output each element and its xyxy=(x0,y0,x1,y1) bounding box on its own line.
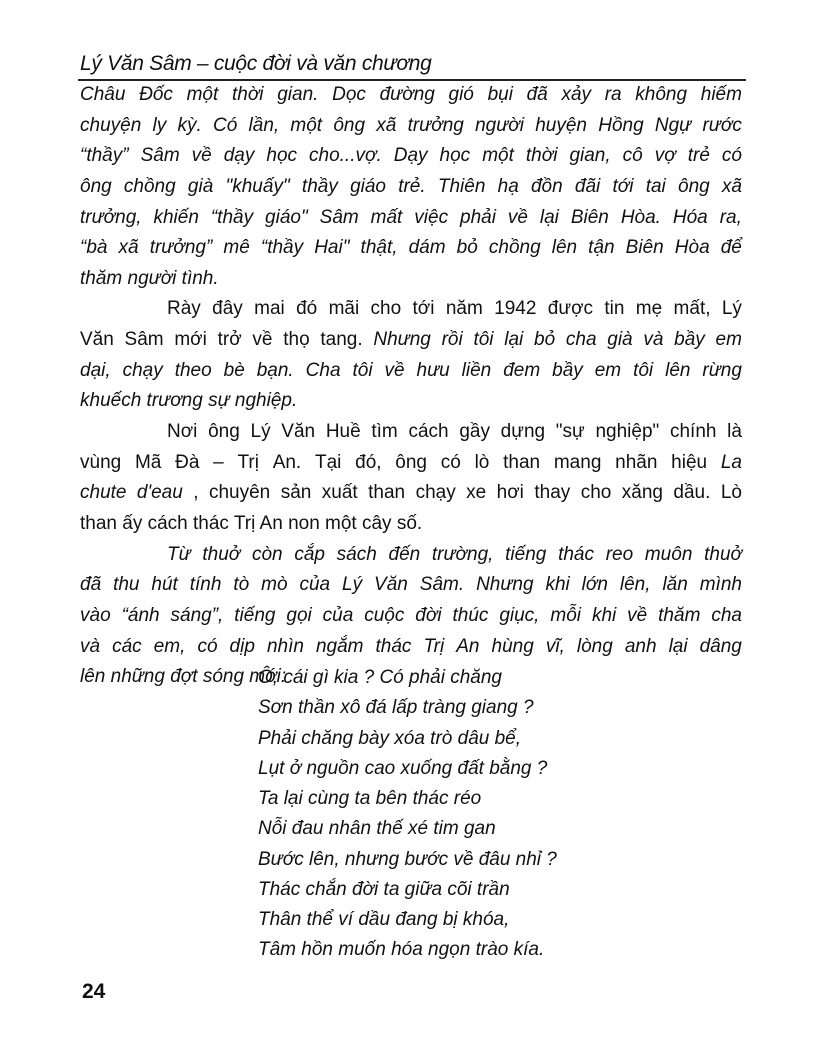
text-line xyxy=(80,264,742,295)
word: đời xyxy=(415,604,442,626)
text-line xyxy=(80,509,742,540)
word: “thầy xyxy=(210,206,254,228)
word: Lý xyxy=(721,298,742,320)
word: gầy xyxy=(459,421,490,443)
word: nhãn xyxy=(615,451,658,473)
poem-line: Ta lại cùng ta bên thác réo xyxy=(258,788,482,809)
text-line xyxy=(80,478,742,509)
word: gian, xyxy=(569,145,611,167)
word: đến xyxy=(388,543,421,565)
text: than ấy cách thác Trị An non một cây số. xyxy=(80,512,423,534)
word: thời xyxy=(231,84,264,105)
text-line xyxy=(80,632,742,663)
word: việc xyxy=(414,206,449,228)
word: thúc xyxy=(452,604,489,626)
word: em xyxy=(594,359,622,381)
word: của xyxy=(322,604,354,626)
word: cha xyxy=(711,604,742,626)
word: Rày xyxy=(167,298,201,320)
word: cho...vợ. xyxy=(309,145,382,167)
word: Hòa. xyxy=(620,206,661,228)
word: Hòa xyxy=(674,237,710,259)
text-line xyxy=(80,294,742,325)
word: lại xyxy=(668,635,688,657)
word: Sâm xyxy=(140,145,180,167)
word: thăm xyxy=(658,604,701,626)
word: dâng xyxy=(699,635,742,657)
word: tang. xyxy=(320,329,363,351)
word: mất, xyxy=(673,298,711,320)
word: thác xyxy=(558,543,594,565)
word: Cha xyxy=(305,359,341,381)
word: gọi xyxy=(286,604,312,626)
word: bè xyxy=(223,359,245,381)
word: hút xyxy=(151,574,178,596)
word: năm xyxy=(445,298,483,320)
word: về xyxy=(252,329,273,351)
word: khi xyxy=(591,604,617,626)
word: Nhưng xyxy=(373,329,431,351)
word: học xyxy=(439,145,471,167)
word: “thầy” xyxy=(80,145,129,167)
word: cho xyxy=(580,482,612,504)
word: và xyxy=(80,635,101,657)
word: dầu. xyxy=(673,482,711,504)
word: d'eau xyxy=(136,482,183,504)
word: chồng xyxy=(488,237,541,259)
word: than xyxy=(368,482,406,504)
word: và xyxy=(643,329,664,351)
word: tính xyxy=(189,574,222,596)
text-line xyxy=(80,233,742,264)
word: Mã xyxy=(134,451,162,473)
poem-line: Bước lên, nhưng bước về đâu nhỉ ? xyxy=(258,848,557,870)
body-text xyxy=(80,80,742,693)
word: tiếng xyxy=(234,604,276,626)
text-line xyxy=(80,356,742,387)
word: Dạy xyxy=(393,145,428,167)
word: trưởng, xyxy=(80,206,142,228)
word: thuở xyxy=(202,543,241,565)
word: chuyên xyxy=(208,482,271,504)
word: hiệu xyxy=(671,451,708,473)
word: vợ xyxy=(654,145,676,167)
word: một xyxy=(290,114,323,136)
word: Dọc xyxy=(332,84,366,105)
italic-text: lên những đợt sóng mới: xyxy=(80,666,287,688)
word: mãi xyxy=(328,298,360,320)
word: vào xyxy=(80,604,111,626)
word: đó, xyxy=(355,451,382,473)
word: đem xyxy=(503,359,541,381)
word: Huề xyxy=(325,421,361,443)
word: lăn xyxy=(662,574,688,596)
word: Nhưng xyxy=(476,574,534,596)
word: ra, xyxy=(719,206,742,228)
word: 1942 xyxy=(494,298,537,320)
poem-line: Lụt ở nguồn cao xuống đất bằng ? xyxy=(258,757,548,779)
word: kỳ. xyxy=(177,114,202,136)
word: xuất xyxy=(321,482,358,504)
poem-line: Ô, cái gì kia ? Có phải chăng xyxy=(258,667,502,688)
word: về xyxy=(384,359,405,381)
word: phải xyxy=(460,206,496,228)
word: Sâm xyxy=(319,206,359,228)
word: các xyxy=(112,635,142,657)
word: của xyxy=(299,574,331,596)
word: Đốc xyxy=(139,84,173,105)
word: tới xyxy=(612,175,634,197)
word: Thiên xyxy=(437,175,486,197)
word: Văn xyxy=(374,574,408,596)
word: dịp xyxy=(229,635,255,657)
word: Trị xyxy=(423,635,445,657)
word: trở xyxy=(217,329,242,351)
word: lên xyxy=(551,237,578,259)
page-number: 24 xyxy=(82,980,106,1003)
word: rước xyxy=(702,114,742,136)
word: không xyxy=(635,84,688,105)
text-line xyxy=(80,203,742,234)
poem-line: Thác chắn đời ta giữa cõi trần xyxy=(258,878,510,900)
word: giáo xyxy=(350,175,386,197)
word: lên, xyxy=(619,574,651,596)
word: Sâm. xyxy=(419,574,465,596)
word: “thầy xyxy=(260,237,304,259)
word: bỏ xyxy=(534,329,556,351)
word: được xyxy=(547,298,594,320)
word: lại xyxy=(504,329,524,351)
word: xã xyxy=(721,175,742,197)
word: xã xyxy=(118,237,139,259)
word: trẻ. xyxy=(398,175,426,197)
text-line xyxy=(80,111,742,142)
word: Văn xyxy=(281,421,316,443)
word: ông xyxy=(333,114,366,136)
poem xyxy=(258,663,557,966)
word: hưu xyxy=(416,359,450,381)
word: Hồng xyxy=(598,114,644,136)
word: lò xyxy=(474,451,490,473)
word: tai xyxy=(645,175,666,197)
italic-text: khuếch trương sự nghiệp. xyxy=(80,390,298,412)
word: Trị xyxy=(237,451,259,473)
text-line xyxy=(80,540,742,571)
word: chute xyxy=(80,482,127,504)
word: đó xyxy=(296,298,318,320)
word: cho xyxy=(370,298,402,320)
word: lần, xyxy=(248,114,280,136)
word: tìm xyxy=(371,421,398,443)
word: mê xyxy=(223,237,250,259)
word: tận xyxy=(588,237,615,259)
word: thác xyxy=(375,635,412,657)
word: cô xyxy=(622,145,643,167)
word: bụi xyxy=(487,84,513,105)
word: rồi xyxy=(441,329,463,351)
word: Nơi xyxy=(167,421,198,443)
word: về xyxy=(627,604,648,626)
word: xã xyxy=(376,114,397,136)
word: đây xyxy=(212,298,243,320)
word: ra xyxy=(604,84,622,105)
word: xăng xyxy=(621,482,663,504)
word: rừng xyxy=(702,359,742,381)
word: em xyxy=(715,329,742,351)
word: về xyxy=(191,145,212,167)
word: trưởng xyxy=(407,114,464,136)
poem-line: Phải chăng bày xóa trò dâu bể, xyxy=(258,727,522,749)
word: bầy xyxy=(674,329,705,351)
text-line xyxy=(80,448,742,479)
word: khi xyxy=(545,574,570,596)
word: Đà xyxy=(175,451,200,473)
word: mới xyxy=(174,329,207,351)
word: ông xyxy=(395,451,427,473)
word: thọ xyxy=(283,329,310,351)
word: muôn xyxy=(644,543,693,565)
poem-line: Sơn thần xô đá lấp tràng giang ? xyxy=(258,697,534,719)
word: bầy xyxy=(552,359,583,381)
word: Văn xyxy=(80,329,114,351)
word: anh xyxy=(624,635,657,657)
word: một xyxy=(482,145,514,167)
word: – xyxy=(213,451,224,473)
text-line xyxy=(80,172,742,203)
poem-line: Tâm hồn muốn hóa ngọn trào kía. xyxy=(258,939,545,961)
word: thầy xyxy=(301,175,338,197)
text-line xyxy=(80,141,742,172)
word: dựng xyxy=(500,421,546,443)
word: Châu xyxy=(80,84,126,105)
word: là xyxy=(727,421,742,443)
word: lại xyxy=(539,206,559,228)
text-line xyxy=(80,570,742,601)
word: già xyxy=(607,329,633,351)
word: Tại xyxy=(314,451,342,473)
word: An. xyxy=(272,451,302,473)
poem-line: Thân thể ví dầu đang bị khóa, xyxy=(258,909,510,930)
word: một xyxy=(186,84,219,105)
word: Lý xyxy=(250,421,271,443)
word: “bà xyxy=(80,237,108,259)
word: sách xyxy=(336,543,377,565)
word: gió xyxy=(448,84,474,105)
word: học xyxy=(266,145,298,167)
word: xảy xyxy=(561,84,592,105)
word: mai xyxy=(254,298,285,320)
word: xe xyxy=(466,482,487,504)
word: có xyxy=(197,635,218,657)
word: , xyxy=(193,482,199,504)
word: lớn xyxy=(581,574,608,596)
word: sản xyxy=(280,482,312,504)
word: mỗi xyxy=(550,604,582,626)
word: thuở xyxy=(704,543,742,565)
word: sáng”, xyxy=(170,604,224,626)
word: Sâm xyxy=(124,329,164,351)
word: trẻ xyxy=(687,145,710,167)
word: nhìn xyxy=(266,635,304,657)
word: thu xyxy=(113,574,140,596)
word: tiếng xyxy=(505,543,547,565)
word: tôi xyxy=(352,359,373,381)
word: Hóa xyxy=(672,206,708,228)
word: ông xyxy=(208,421,240,443)
word: chạy xyxy=(415,482,456,504)
word: ông xyxy=(80,175,112,197)
text-line xyxy=(80,601,742,632)
word: đồn xyxy=(530,175,563,197)
word: mẹ xyxy=(635,298,663,320)
word: ly xyxy=(152,114,167,136)
word: Có xyxy=(213,114,238,136)
word: gian. xyxy=(277,84,319,105)
word: chạy xyxy=(122,359,163,381)
word: còn xyxy=(251,543,283,565)
word: vùng xyxy=(80,451,122,473)
word: mất xyxy=(370,206,403,228)
word: bạn. xyxy=(256,359,294,381)
word: tới xyxy=(412,298,435,320)
word: Biên xyxy=(625,237,664,259)
word: đã xyxy=(526,84,548,105)
word: ông xyxy=(678,175,710,197)
word: lòng xyxy=(576,635,613,657)
word: già xyxy=(187,175,214,197)
text-line xyxy=(80,386,742,417)
word: hạ xyxy=(497,175,519,197)
word: thay xyxy=(534,482,571,504)
word: reo xyxy=(605,543,634,565)
word: Từ xyxy=(167,543,191,565)
word: chính xyxy=(669,421,717,443)
word: trưởng” xyxy=(149,237,213,259)
word: cắp xyxy=(294,543,325,565)
word: cha xyxy=(565,329,597,351)
word: "sự xyxy=(555,421,585,443)
word: huyện xyxy=(535,114,587,136)
text-line xyxy=(80,80,742,111)
word: bỏ xyxy=(456,237,478,259)
word: có xyxy=(721,145,742,167)
word: cách xyxy=(408,421,449,443)
word: lên xyxy=(665,359,691,381)
word: dại, xyxy=(80,359,111,381)
word: chuyện xyxy=(80,114,142,136)
word: dám xyxy=(408,237,446,259)
running-header: Lý Văn Sâm – cuộc đời và văn chương xyxy=(80,52,432,75)
word: mang xyxy=(553,451,602,473)
word: mình xyxy=(699,574,742,596)
word: Lý xyxy=(342,574,363,596)
word: "khuấy" xyxy=(225,175,290,197)
word: than xyxy=(503,451,541,473)
word: giục, xyxy=(499,604,540,626)
word: khiến xyxy=(153,206,199,228)
word: hơi xyxy=(496,482,524,504)
word: Hai" xyxy=(314,237,350,259)
word: đã xyxy=(80,574,102,596)
word: hiếm xyxy=(700,84,742,105)
word: giáo" xyxy=(265,206,308,228)
word: theo xyxy=(174,359,212,381)
word: “ánh xyxy=(121,604,160,626)
word: thật, xyxy=(360,237,398,259)
word: cuộc xyxy=(364,604,405,626)
word: vĩ, xyxy=(545,635,565,657)
italic-text: thăm người tình. xyxy=(80,267,219,289)
word: tin xyxy=(604,298,625,320)
word: ngắm xyxy=(315,635,364,657)
word: hùng xyxy=(491,635,534,657)
word: Ngự xyxy=(654,114,692,136)
word: dạy xyxy=(223,145,255,167)
word: mò xyxy=(261,574,288,596)
word: về xyxy=(507,206,528,228)
word: La xyxy=(720,451,742,473)
word: em, xyxy=(153,635,186,657)
text-line xyxy=(80,325,742,356)
word: tôi xyxy=(473,329,494,351)
word: có xyxy=(440,451,461,473)
word: thời xyxy=(525,145,558,167)
word: để xyxy=(720,237,742,259)
word: liền xyxy=(461,359,492,381)
text-line xyxy=(80,417,742,448)
word: Biên xyxy=(570,206,609,228)
word: An xyxy=(456,635,480,657)
word: tôi xyxy=(633,359,654,381)
word: chồng xyxy=(123,175,176,197)
poem-line: Nỗi đau nhân thế xé tim gan xyxy=(258,818,496,840)
word: đường xyxy=(379,84,435,105)
word: nghiệp" xyxy=(595,421,660,443)
word: trường, xyxy=(431,543,494,565)
word: tò xyxy=(233,574,250,596)
word: người xyxy=(475,114,524,136)
word: đãi xyxy=(574,175,601,197)
word: Lò xyxy=(720,482,742,504)
